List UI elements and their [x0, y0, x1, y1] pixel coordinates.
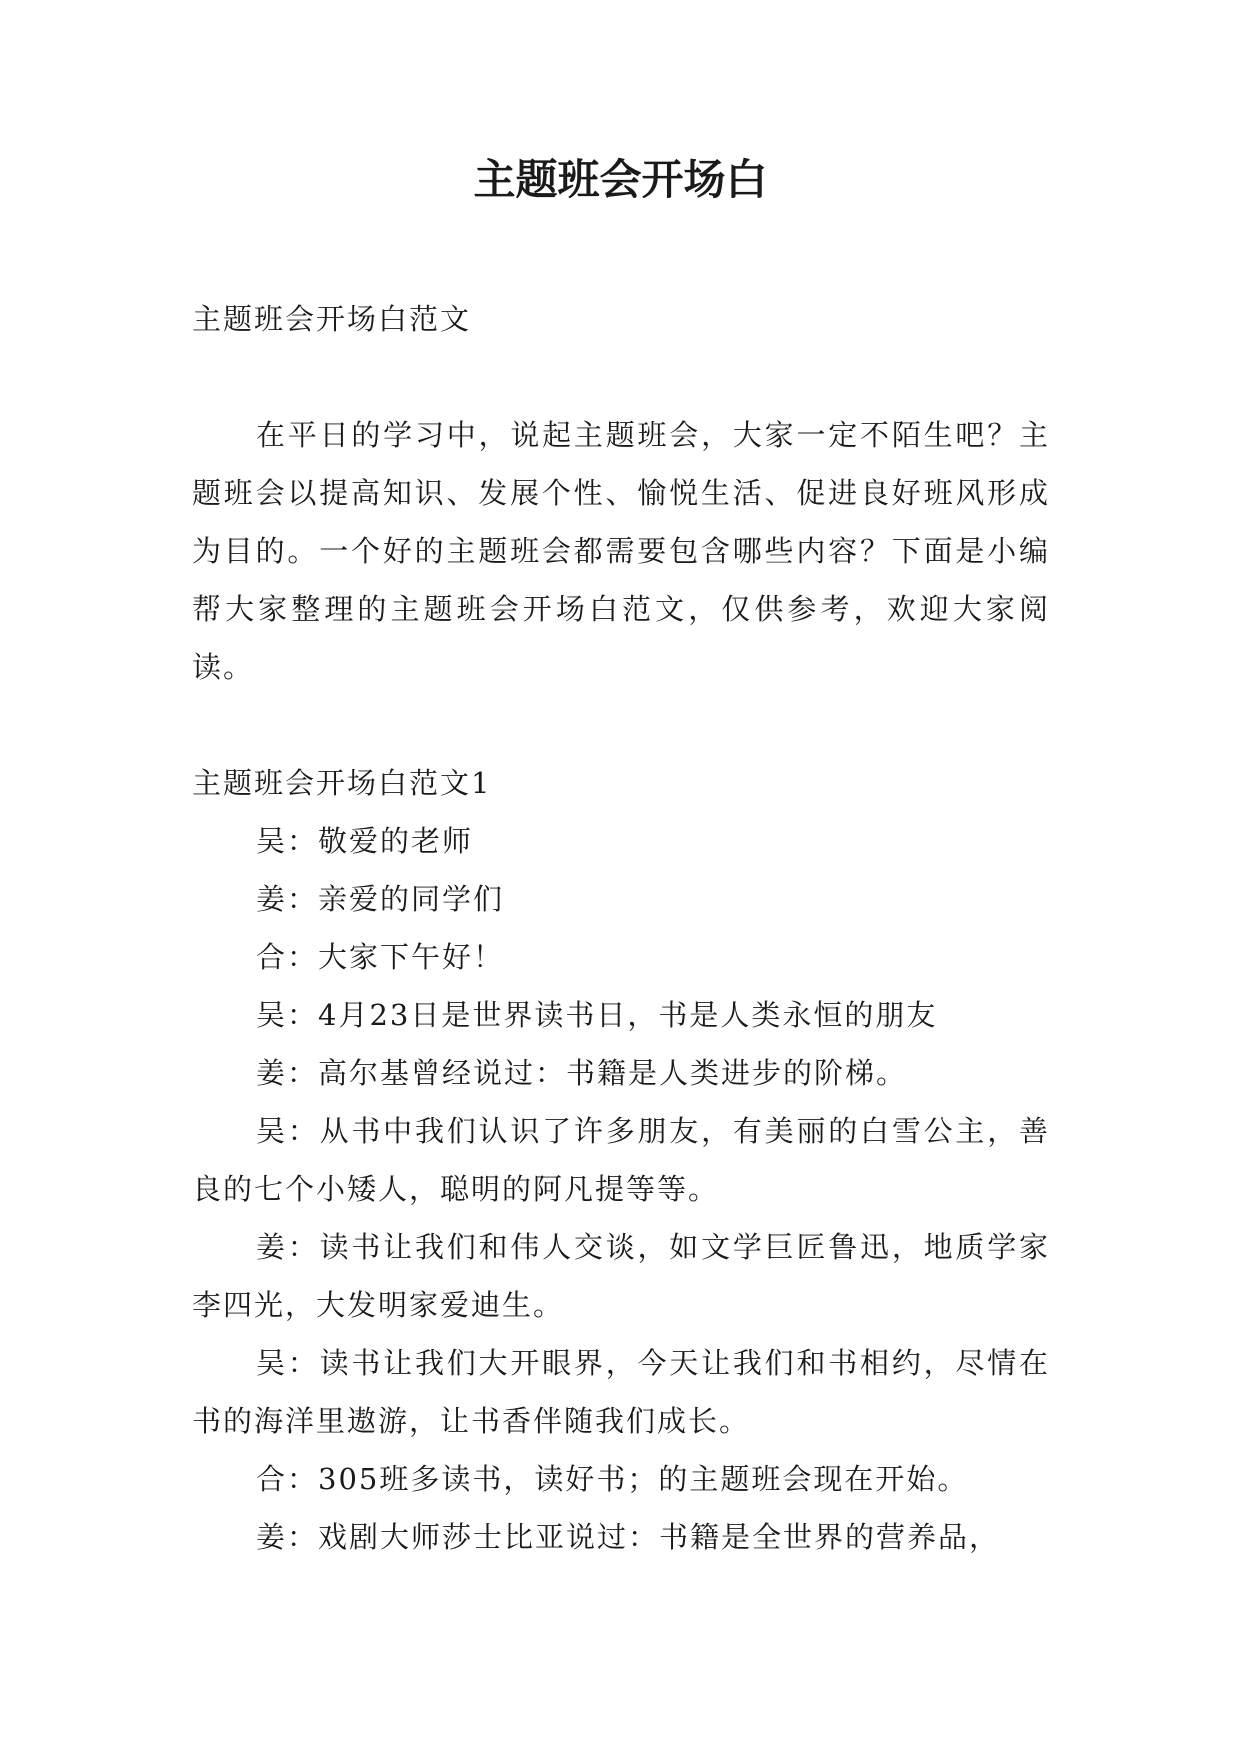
dialogue-line: 姜：高尔基曾经说过：书籍是人类进步的阶梯。	[256, 1056, 908, 1090]
spacer	[192, 696, 1050, 754]
section-heading: 主题班会开场白范文1	[192, 766, 492, 800]
dialogue-line: 吴：敬爱的老师	[256, 824, 474, 858]
dialogue-line: 合：大家下午好！	[256, 940, 505, 974]
dialogue-line: 吴：从书中我们认识了许多朋友，有美丽的白雪公主，善良的七个小矮人，聪明的阿凡提等等。	[192, 1114, 1050, 1206]
dialogue-line: 姜：戏剧大师莎士比亚说过：书籍是全世界的营养品，	[256, 1520, 1001, 1554]
subtitle: 主题班会开场白范文	[192, 302, 472, 336]
document-title: 主题班会开场白	[473, 155, 768, 204]
intro-paragraph: 在平日的学习中，说起主题班会，大家一定不陌生吧？主题班会以提高知识、发展个性、愉悦生活、促进良好班风形成为目的。一个好的主题班会都需要包含哪些内容？下面是小编帮大家整理的主题班会开场白范文，仅供参考，欢迎大家阅读。	[192, 418, 1050, 684]
dialogue-line: 姜：读书让我们和伟人交谈，如文学巨匠鲁迅，地质学家李四光，大发明家爱迪生。	[192, 1230, 1050, 1322]
dialogue-line: 姜：亲爱的同学们	[256, 882, 505, 916]
document-body	[192, 290, 1050, 1566]
dialogue-line: 合：305班多读书，读好书；的主题班会现在开始。	[256, 1462, 969, 1496]
dialogue-line: 吴：读书让我们大开眼界，今天让我们和书相约，尽情在书的海洋里遨游，让书香伴随我们成长。	[192, 1346, 1050, 1438]
dialogue-line: 吴：4月23日是世界读书日，书是人类永恒的朋友	[256, 998, 938, 1032]
spacer	[192, 348, 1050, 406]
